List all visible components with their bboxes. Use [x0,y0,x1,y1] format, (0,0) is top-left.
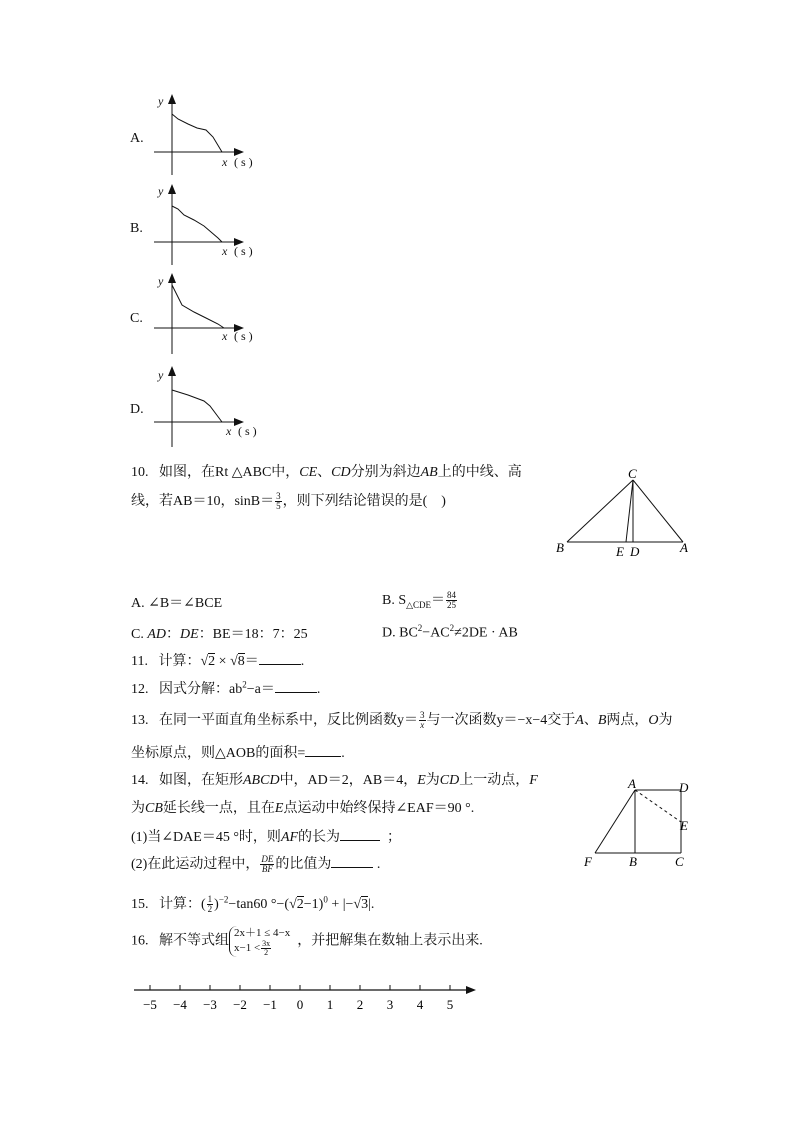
vertex-label: C [628,466,637,481]
answer-blank[interactable] [340,828,380,841]
y-axis-label: y [158,184,164,198]
number-line[interactable] [130,978,490,1018]
vertex-label: F [584,854,592,869]
vertex-label: C [675,854,684,869]
q14-line-4: (2)在此运动过程中， $\frac{DE}{BF}$ 的比值为 . [131,854,381,875]
fraction: $\frac{84}{25}$ [447,590,457,611]
vertex-label: A [680,540,688,555]
vertex-label: D [630,544,640,559]
sqrt-symbol: √ [200,654,209,669]
x-axis-unit: ( s ) [234,155,253,169]
q13-line-2: 坐标原点，则△AOB的面积= . [131,746,345,761]
q10-option-b: B. $S_{\triangle CDE}=$ $\frac{84}{25}$ [382,590,457,611]
answer-blank[interactable] [275,680,317,693]
q10-line-2: 线，若AB＝10，sinB＝ $\frac{3}{5}$ ，则下列结论错误的是( ) [131,491,446,512]
x-axis-label: x [226,424,232,438]
sqrt-symbol: √ [289,897,297,912]
q13-line-1: 13. 在同一平面直角坐标系中，反比例函数y＝ $\frac{3}{x}$ 与一次函数y＝−x−4交于A、B两点，O为 [131,710,673,731]
tick-label: 1 [326,997,334,1012]
tick-label: −3 [203,997,217,1012]
question-11: 11. 计算：√2 × √8＝ . [131,654,305,669]
answer-blank[interactable] [259,652,301,665]
option-label: D. [130,402,144,417]
tick-label: 3 [386,997,394,1012]
q10-option-a: A. ∠B＝∠BCE [131,596,223,611]
question-12: 12. 因式分解：$ab^2-a=$ . [131,679,321,697]
q10-triangle-figure [550,465,700,560]
y-axis-label: y [158,368,164,382]
x-axis-label: x [222,329,228,343]
vertex-label: D [679,780,689,795]
y-axis-label: y [158,274,164,288]
fraction: $\frac{3}{5}$ [276,491,281,512]
tick-label: 0 [296,997,304,1012]
y-axis-label: y [158,94,164,108]
inequality-system: 2x＋1 ≤ 4−x x−1 < $\frac{3x}{2}$ [229,926,290,957]
vertex-label: A [628,776,636,791]
q10-line-1: 10. 如图，在Rt △ABC中，CE、CD分别为斜边AB上的中线、高 [131,465,522,480]
vertex-label: B [629,854,637,869]
x-axis-unit: ( s ) [238,424,257,438]
answer-blank[interactable] [331,855,373,868]
tick-label: −2 [233,997,247,1012]
option-label: B. [130,221,143,236]
q10-option-d: D. $BC^2-AC^2\ne 2DE$ · AB [382,623,518,641]
fraction: $\frac{1}{2}$ [207,894,213,915]
sqrt-symbol: √ [353,897,362,912]
q10-option-c: C. AD：DE：BE＝18：7：25 [131,627,308,642]
tick-label: 4 [416,997,424,1012]
tick-label: −5 [143,997,157,1012]
q14-rectangle-figure [578,775,698,870]
vertex-label: E [616,544,624,559]
fraction: $\frac{3x}{2}$ [262,939,271,957]
tick-label: −4 [173,997,187,1012]
x-axis-label: x [222,155,228,169]
sqrt-symbol: √ [230,654,238,669]
vertex-label: B [556,540,564,555]
tick-label: 2 [356,997,364,1012]
option-label: A. [130,131,144,146]
tick-label: −1 [263,997,277,1012]
q14-line-2: 为CB延长线一点，且在E点运动中始终保持∠EAF＝90 °. [131,801,475,816]
fraction: $\frac{DE}{BF}$ [261,854,274,875]
q14-line-1: 14. 如图，在矩形ABCD中，AD＝2，AB＝4，E为CD上一动点，F [131,773,538,788]
question-16: 16. 解不等式组 2x＋1 ≤ 4−x x−1 < $\frac{3x}{2}$ ，并把解集在数轴上表示出来. [131,927,483,957]
fraction: $\frac{3}{x}$ [420,710,425,731]
answer-blank[interactable] [305,744,341,757]
x-axis-label: x [222,244,228,258]
tick-label: 5 [446,997,454,1012]
option-label: C. [130,311,143,326]
q14-line-3: (1)当∠DAE＝45 °时，则AF的长为 ； [131,830,402,845]
x-axis-unit: ( s ) [234,329,253,343]
vertex-label: E [680,818,688,833]
x-axis-unit: ( s ) [234,244,253,258]
question-15: 15. 计算：( $\frac{1}{2}$ )$^{-2}$−tan60 $^\circ-(√2-1)^0 + |-√3|$. [131,894,375,915]
